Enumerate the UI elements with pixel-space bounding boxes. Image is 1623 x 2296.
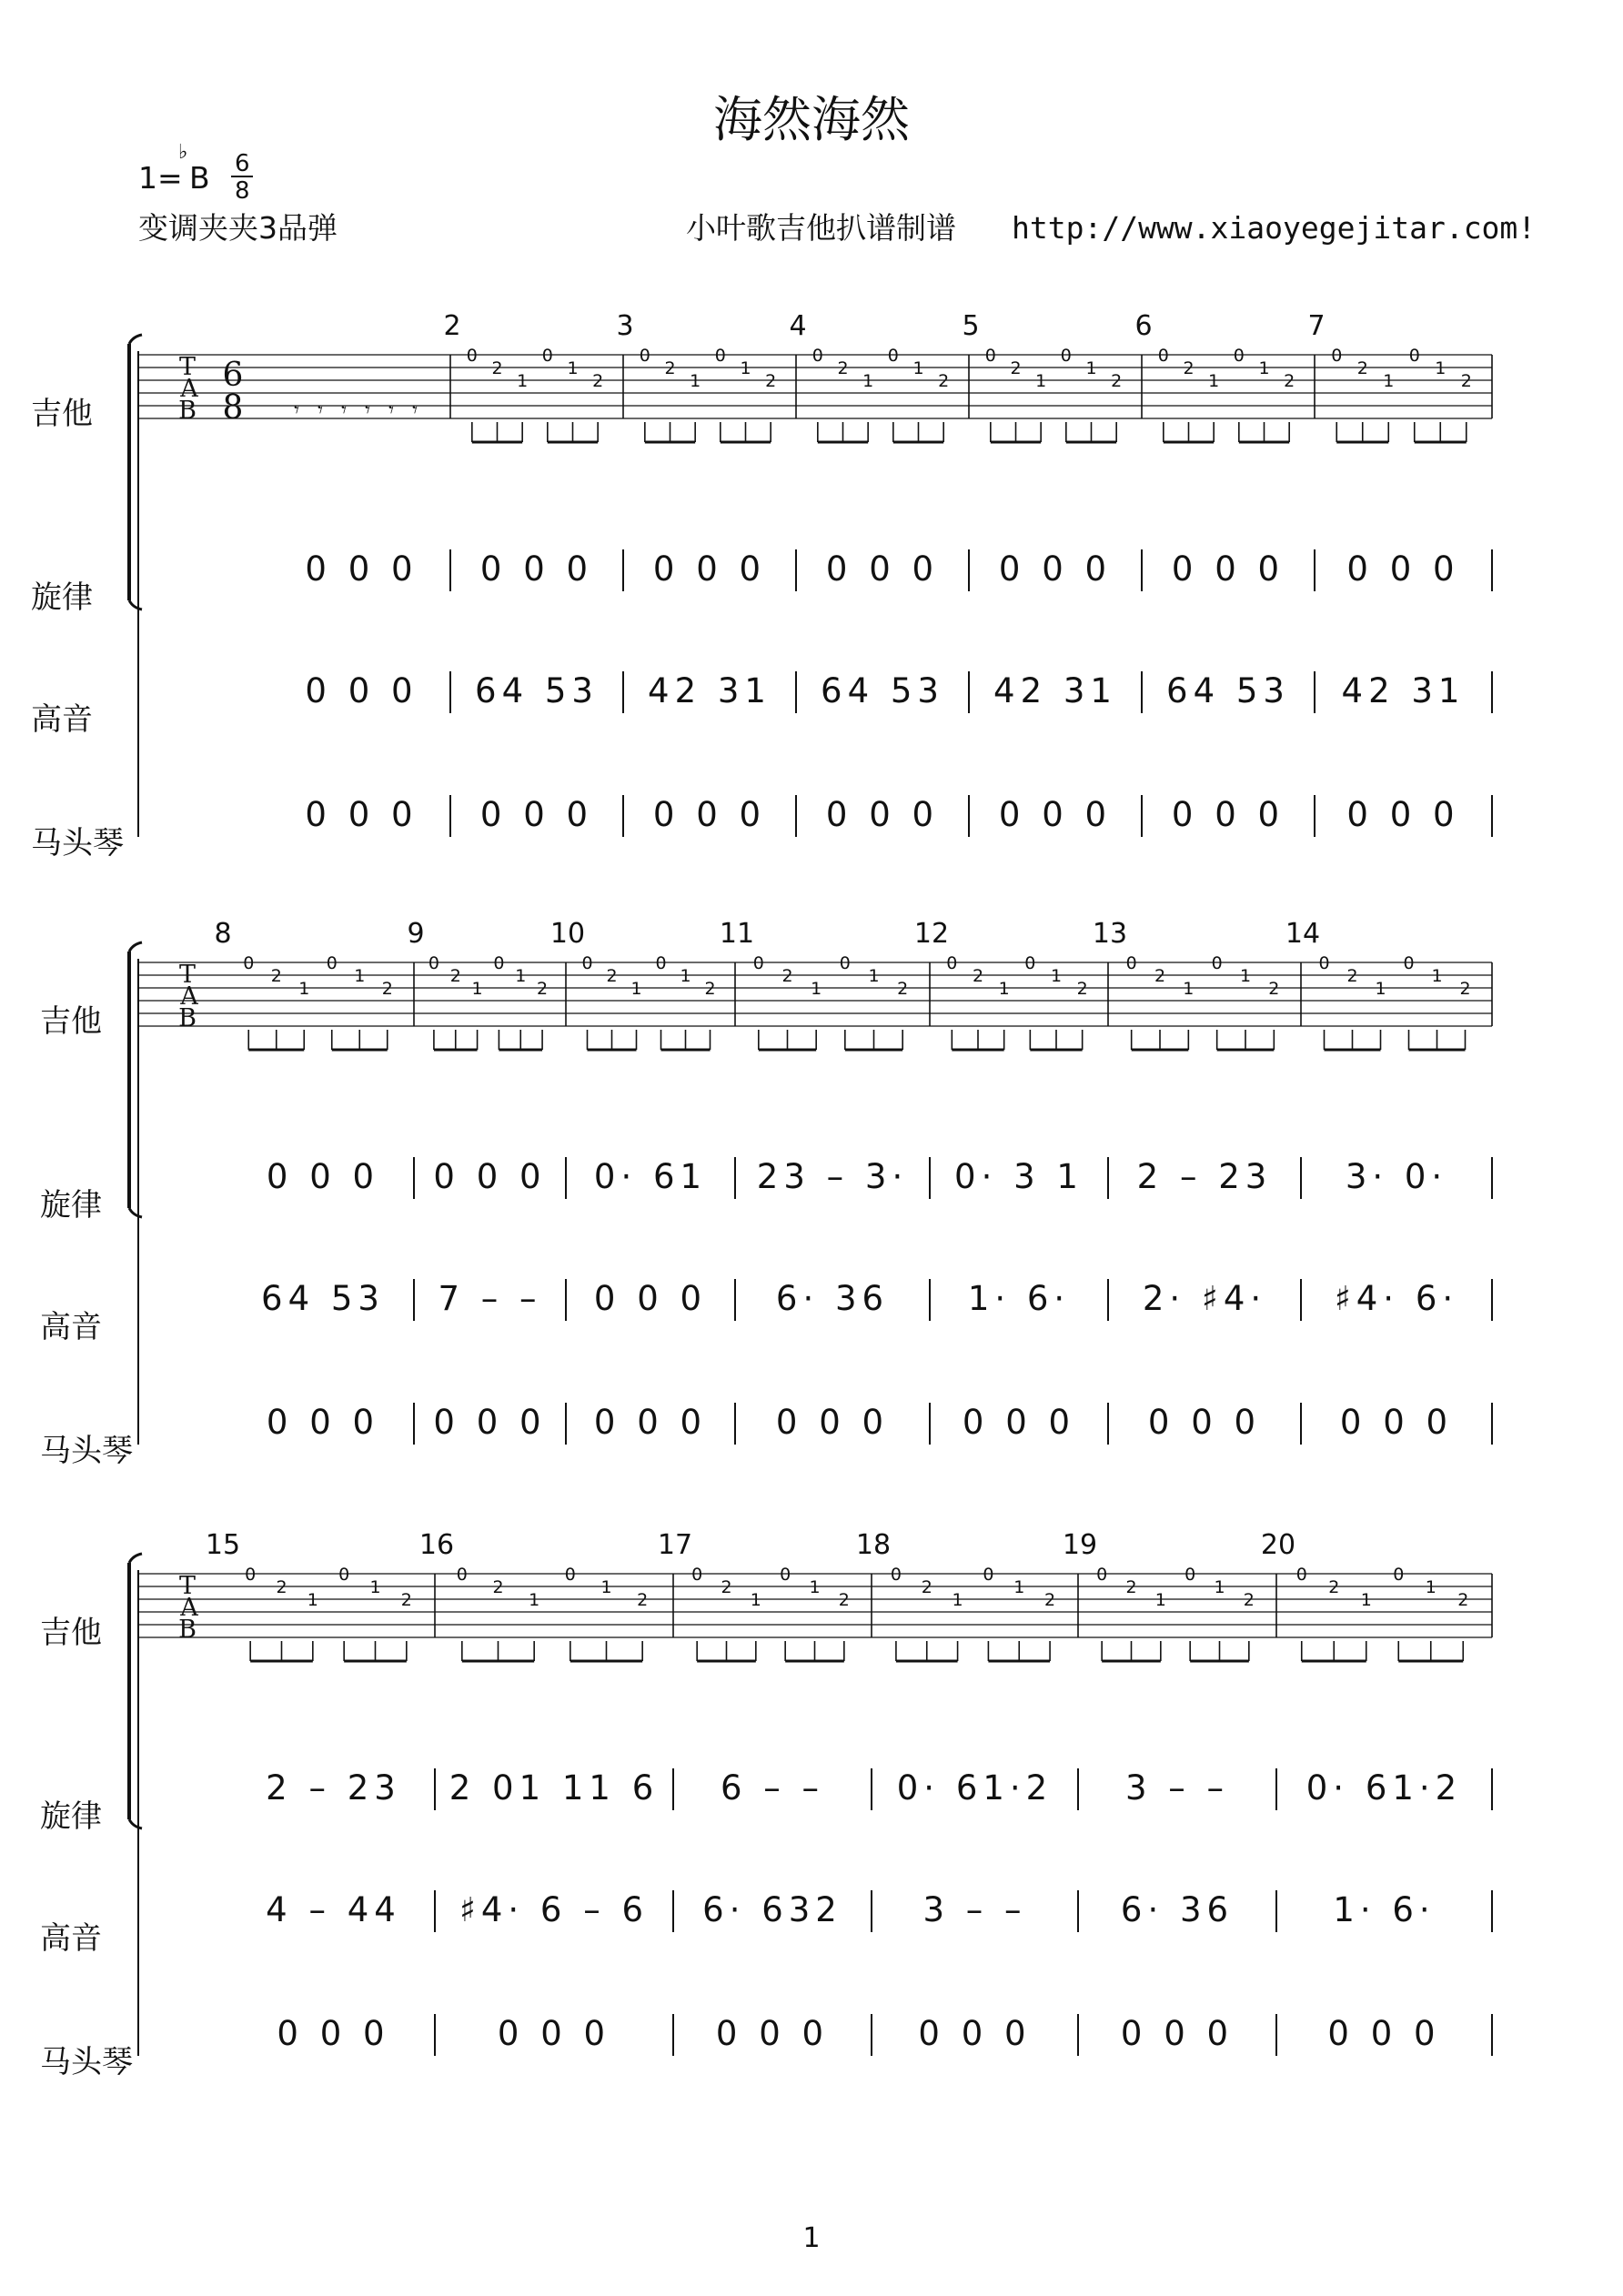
tab-fret-number: 1: [1435, 358, 1447, 378]
high-measure: 2· ♯4·: [1142, 1279, 1267, 1318]
tab-fret-number: 0: [887, 346, 899, 366]
tab-fret-number: 2: [1183, 358, 1195, 378]
system-1: [31, 310, 1492, 861]
high-measure: 64 53: [261, 1279, 385, 1318]
measure-number: 12: [913, 918, 950, 950]
matouqin-measure: 0 0 0: [1171, 795, 1285, 834]
track-label: 旋律: [40, 1187, 102, 1224]
tab-staff: [138, 953, 1492, 1050]
measure-number: 8: [214, 918, 232, 950]
measure-number: 10: [549, 918, 586, 950]
matouqin-measure: 0 0 0: [266, 1403, 380, 1442]
tab-letter: B: [178, 1004, 197, 1032]
tab-fret-number: 1: [517, 371, 529, 391]
tab-fret-number: 2: [1460, 371, 1472, 391]
tab-letter: A: [180, 982, 198, 1011]
tab-fret-number: 2: [1076, 979, 1088, 999]
time-denominator: 8: [235, 177, 250, 205]
high-row: [305, 671, 1492, 713]
tab-fret-number: 1: [1154, 1590, 1166, 1610]
matouqin-measure: 0 0 0: [1327, 2014, 1441, 2053]
matouqin-measure: 0 0 0: [497, 2014, 611, 2053]
tab-fret-number: 0: [1318, 953, 1330, 973]
tab-fret-number: 2: [537, 979, 549, 999]
tab-fret-number: 2: [1346, 966, 1358, 986]
matouqin-measure: 0 0 0: [305, 795, 418, 834]
tab-fret-number: 1: [862, 371, 874, 391]
key-signature: [138, 141, 210, 196]
track-label: 高音: [40, 1309, 102, 1345]
matouqin-measure: 0 0 0: [593, 1403, 708, 1442]
measure-number: 9: [407, 918, 425, 950]
tab-fret-number: 1: [868, 966, 880, 986]
tab-fret-number: 1: [567, 358, 579, 378]
melody-measure: 0· 61·2: [896, 1768, 1053, 1808]
tab-fret-number: 0: [245, 1565, 257, 1585]
tab-fret-number: 1: [1035, 371, 1047, 391]
melody-measure: 0 0 0: [266, 1157, 380, 1196]
matouqin-measure: 0 0 0: [277, 2014, 390, 2053]
tab-rest: 𝄾: [294, 399, 299, 422]
tab-fret-number: 2: [781, 966, 793, 986]
high-row: [266, 1890, 1492, 1932]
melody-row: [267, 1157, 1492, 1199]
melody-measure: 0· 3 1: [954, 1157, 1084, 1196]
tab-fret-number: 0: [984, 346, 996, 366]
tab-fret-number: 2: [492, 1577, 504, 1597]
tab-fret-number: 1: [1183, 979, 1195, 999]
measure-number: 2: [443, 310, 461, 342]
matouqin-measure: 0 0 0: [825, 795, 940, 834]
high-measure: 4 – 44: [266, 1890, 401, 1929]
tab-fret-number: 0: [338, 1565, 350, 1585]
track-label: 旋律: [31, 579, 93, 616]
tab-fret-number: 1: [1360, 1590, 1372, 1610]
matouqin-measure: 0 0 0: [962, 1403, 1076, 1442]
tab-rest: 𝄾: [318, 399, 323, 422]
score-systems: [31, 310, 1492, 2080]
tab-fret-number: 1: [1383, 371, 1395, 391]
tab-fret-number: 1: [1258, 358, 1270, 378]
track-label: 马头琴: [31, 825, 124, 861]
matouqin-row: [305, 795, 1492, 837]
high-measure: 6· 632: [702, 1890, 842, 1929]
matouqin-measure: 0 0 0: [479, 795, 594, 834]
tab-fret-number: 0: [1060, 346, 1072, 366]
key-prefix: 1=: [138, 160, 183, 196]
high-measure: 42 31: [993, 671, 1117, 710]
tab-fret-number: 0: [780, 1565, 791, 1585]
tab-fret-number: 1: [1214, 1577, 1225, 1597]
tab-fret-number: 1: [369, 1577, 381, 1597]
tab-fret-number: 2: [276, 1577, 287, 1597]
melody-measure: 2 01 11 6: [449, 1768, 660, 1808]
measure-number: 18: [855, 1529, 892, 1561]
melody-row: [305, 549, 1492, 591]
tab-rest: 𝄾: [388, 399, 394, 422]
tab-fret-number: 0: [812, 346, 823, 366]
tab-fret-number: 2: [1125, 1577, 1137, 1597]
melody-measure: 2 – 23: [266, 1768, 401, 1808]
tab-letter: B: [178, 397, 197, 425]
track-label: 吉他: [40, 1615, 102, 1651]
tab-fret-number: 1: [912, 358, 924, 378]
tab-fret-number: 2: [972, 966, 984, 986]
measure-number: 13: [1092, 918, 1128, 950]
tab-fret-number: 0: [714, 346, 726, 366]
tab-fret-number: 0: [1211, 953, 1223, 973]
tab-fret-number: 0: [493, 953, 505, 973]
measure-number: 20: [1260, 1529, 1296, 1561]
tab-fret-number: 1: [952, 1590, 963, 1610]
tab-fret-number: 1: [1239, 966, 1252, 986]
high-measure: 3 – –: [922, 1890, 1027, 1929]
tab-fret-number: 1: [307, 1590, 318, 1610]
tab-fret-number: 1: [298, 979, 310, 999]
tab-fret-number: 2: [1154, 966, 1166, 986]
tab-fret-number: 2: [592, 371, 604, 391]
tab-fret-number: 0: [890, 1565, 902, 1585]
tab-fret-number: 0: [1157, 346, 1169, 366]
tab-time-numerator: 6: [222, 357, 244, 394]
tab-fret-number: 1: [1208, 371, 1220, 391]
song-title: 海然海然: [713, 91, 910, 148]
melody-measure: 3· 0·: [1345, 1157, 1448, 1196]
high-measure: 42 31: [1341, 671, 1466, 710]
measure-number: 16: [418, 1529, 455, 1561]
tab-fret-number: 2: [270, 966, 282, 986]
tab-rest: 𝄾: [341, 399, 347, 422]
tab-fret-number: 2: [704, 979, 716, 999]
melody-measure: 0· 61: [593, 1157, 708, 1196]
tab-fret-number: 2: [381, 979, 393, 999]
melody-measure: 0 0 0: [825, 549, 940, 589]
tab-fret-number: 0: [541, 346, 553, 366]
tab-fret-number: 1: [1431, 966, 1443, 986]
tab-fret-number: 2: [1457, 1590, 1469, 1610]
tab-rest: 𝄾: [412, 399, 418, 422]
matouqin-measure: 0 0 0: [1346, 795, 1460, 834]
tab-fret-number: 2: [606, 966, 618, 986]
tab-fret-number: 0: [1024, 953, 1036, 973]
measure-number: 11: [719, 918, 755, 950]
matouqin-measure: 0 0 0: [652, 795, 767, 834]
tab-fret-number: 0: [1295, 1565, 1307, 1585]
arranger: 小叶歌吉他扒谱制谱: [686, 210, 956, 246]
key-flat: ♭: [178, 141, 188, 164]
tab-fret-number: 2: [938, 371, 950, 391]
tab-fret-number: 2: [1111, 371, 1123, 391]
tab-fret-number: 1: [1085, 358, 1097, 378]
melody-measure: 0 0 0: [479, 549, 594, 589]
measure-number: 4: [789, 310, 807, 342]
tab-fret-number: 0: [564, 1565, 576, 1585]
tab-fret-number: 0: [983, 1565, 994, 1585]
track-label: 高音: [40, 1920, 102, 1957]
tab-fret-number: 2: [1284, 371, 1295, 391]
melody-measure: 0· 61·2: [1305, 1768, 1463, 1808]
tab-letter: T: [178, 353, 197, 381]
tab-fret-number: 2: [721, 1577, 732, 1597]
matouqin-measure: 0 0 0: [433, 1403, 547, 1442]
tab-fret-number: 1: [1013, 1577, 1025, 1597]
track-label: 高音: [31, 701, 93, 738]
tab-fret-number: 2: [449, 966, 461, 986]
matouqin-measure: 0 0 0: [715, 2014, 830, 2053]
tab-fret-number: 1: [600, 1577, 612, 1597]
tab-fret-number: 1: [811, 979, 822, 999]
matouqin-row: [267, 1403, 1492, 1445]
tab-fret-number: 0: [1125, 953, 1137, 973]
high-measure: 64 53: [1166, 671, 1290, 710]
tab-fret-number: 1: [809, 1577, 821, 1597]
tab-fret-number: 2: [664, 358, 676, 378]
tab-fret-number: 0: [639, 346, 650, 366]
high-measure: 6· 36: [1120, 1890, 1235, 1929]
measure-number: 7: [1307, 310, 1326, 342]
track-label: 吉他: [40, 1003, 102, 1040]
tab-letter: A: [180, 1594, 198, 1622]
tab-fret-number: 1: [1050, 966, 1063, 986]
tab-staff: [138, 346, 1492, 442]
key-note: B: [189, 160, 210, 196]
capo-note: 变调夹夹3品弹: [138, 210, 338, 246]
tab-fret-number: 2: [1356, 358, 1368, 378]
melody-measure: 0 0 0: [1171, 549, 1285, 589]
measure-number: 14: [1285, 918, 1321, 950]
melody-measure: 3 – –: [1124, 1768, 1230, 1808]
tab-fret-number: 0: [691, 1565, 703, 1585]
tab-fret-number: 0: [1184, 1565, 1196, 1585]
tab-fret-number: 2: [1044, 1590, 1056, 1610]
melody-measure: 23 – 3·: [756, 1157, 909, 1196]
high-measure: 42 31: [648, 671, 771, 710]
melody-measure: 0 0 0: [1346, 549, 1460, 589]
tab-fret-number: 1: [690, 371, 701, 391]
tab-fret-number: 0: [456, 1565, 468, 1585]
tab-fret-number: 1: [750, 1590, 761, 1610]
melody-row: [266, 1768, 1492, 1810]
system-2: [40, 918, 1492, 1469]
measure-number: 5: [962, 310, 980, 342]
matouqin-measure: 0 0 0: [1147, 1403, 1262, 1442]
high-measure: 0 0 0: [593, 1279, 708, 1318]
matouqin-measure: 0 0 0: [918, 2014, 1032, 2053]
melody-measure: 0 0 0: [998, 549, 1113, 589]
track-label: 旋律: [40, 1798, 102, 1835]
high-measure: ♯4· 6·: [1334, 1279, 1459, 1318]
tab-letter: T: [178, 961, 197, 989]
tab-fret-number: 1: [515, 966, 527, 986]
tab-fret-number: 2: [1328, 1577, 1340, 1597]
tab-fret-number: 2: [491, 358, 503, 378]
tab-fret-number: 1: [471, 979, 483, 999]
tab-fret-number: 2: [897, 979, 909, 999]
matouqin-measure: 0 0 0: [775, 1403, 890, 1442]
measure-number: 3: [616, 310, 634, 342]
high-measure: ♯4· 6 – 6: [459, 1890, 650, 1929]
tab-fret-number: 0: [428, 953, 439, 973]
tab-fret-number: 0: [466, 346, 478, 366]
high-measure: 1· 6·: [967, 1279, 1071, 1318]
melody-measure: 2 – 23: [1136, 1157, 1273, 1196]
tab-fret-number: 1: [998, 979, 1010, 999]
tab-fret-number: 1: [1425, 1577, 1437, 1597]
melody-measure: 0 0 0: [652, 549, 767, 589]
system-3: [40, 1529, 1492, 2080]
tab-fret-number: 0: [1233, 346, 1245, 366]
tab-fret-number: 1: [1375, 979, 1386, 999]
tab-rest: 𝄾: [365, 399, 370, 422]
tab-fret-number: 2: [1243, 1590, 1255, 1610]
measure-number: 17: [657, 1529, 693, 1561]
tab-fret-number: 1: [680, 966, 691, 986]
tab-fret-number: 2: [838, 1590, 850, 1610]
tab-fret-number: 2: [637, 1590, 649, 1610]
high-measure: 1· 6·: [1333, 1890, 1436, 1929]
page-number: 1: [802, 2222, 821, 2254]
tab-fret-number: 0: [839, 953, 851, 973]
tab-fret-number: 2: [921, 1577, 932, 1597]
time-numerator: 6: [235, 150, 250, 177]
tab-fret-number: 2: [1459, 979, 1471, 999]
melody-measure: 0 0 0: [305, 549, 418, 589]
tab-fret-number: 0: [655, 953, 667, 973]
tab-letter: B: [178, 1616, 197, 1644]
matouqin-measure: 0 0 0: [1120, 2014, 1235, 2053]
tab-fret-number: 0: [1393, 1565, 1405, 1585]
tab-letter: T: [178, 1572, 197, 1600]
track-label: 马头琴: [40, 1433, 133, 1469]
tab-fret-number: 0: [1403, 953, 1415, 973]
tab-fret-number: 2: [1268, 979, 1280, 999]
tab-letter: A: [180, 375, 198, 403]
track-label: 马头琴: [40, 2044, 133, 2080]
measure-number: 19: [1062, 1529, 1098, 1561]
high-row: [261, 1279, 1492, 1321]
tab-fret-number: 0: [581, 953, 593, 973]
measure-number: 15: [205, 1529, 241, 1561]
tab-fret-number: 0: [243, 953, 255, 973]
track-label: 吉他: [31, 396, 93, 432]
tab-staff: [138, 1565, 1492, 1661]
high-measure: 6· 36: [775, 1279, 890, 1318]
melody-measure: 0 0 0: [433, 1157, 547, 1196]
tab-fret-number: 2: [400, 1590, 412, 1610]
tab-fret-number: 2: [1010, 358, 1022, 378]
tab-fret-number: 2: [765, 371, 777, 391]
tab-fret-number: 1: [630, 979, 642, 999]
tab-fret-number: 0: [326, 953, 338, 973]
matouqin-measure: 0 0 0: [998, 795, 1113, 834]
tab-fret-number: 1: [740, 358, 751, 378]
tab-time-denominator: 8: [222, 389, 244, 427]
time-signature: [231, 150, 253, 205]
tab-fret-number: 0: [1331, 346, 1343, 366]
high-measure: 64 53: [821, 671, 944, 710]
tab-fret-number: 0: [1408, 346, 1420, 366]
matouqin-row: [277, 2014, 1492, 2056]
tab-fret-number: 1: [529, 1590, 540, 1610]
matouqin-measure: 0 0 0: [1339, 1403, 1454, 1442]
tab-fret-number: 0: [1096, 1565, 1108, 1585]
tab-fret-number: 0: [752, 953, 764, 973]
measure-number: 6: [1134, 310, 1153, 342]
high-measure: 64 53: [475, 671, 599, 710]
high-measure: 0 0 0: [305, 671, 418, 710]
website: http://www.xiaoyegejitar.com!: [1012, 210, 1537, 246]
tab-fret-number: 1: [354, 966, 366, 986]
high-measure: 7 – –: [438, 1279, 542, 1318]
melody-measure: 6 – –: [720, 1768, 825, 1808]
tab-fret-number: 0: [946, 953, 958, 973]
tab-fret-number: 2: [837, 358, 849, 378]
